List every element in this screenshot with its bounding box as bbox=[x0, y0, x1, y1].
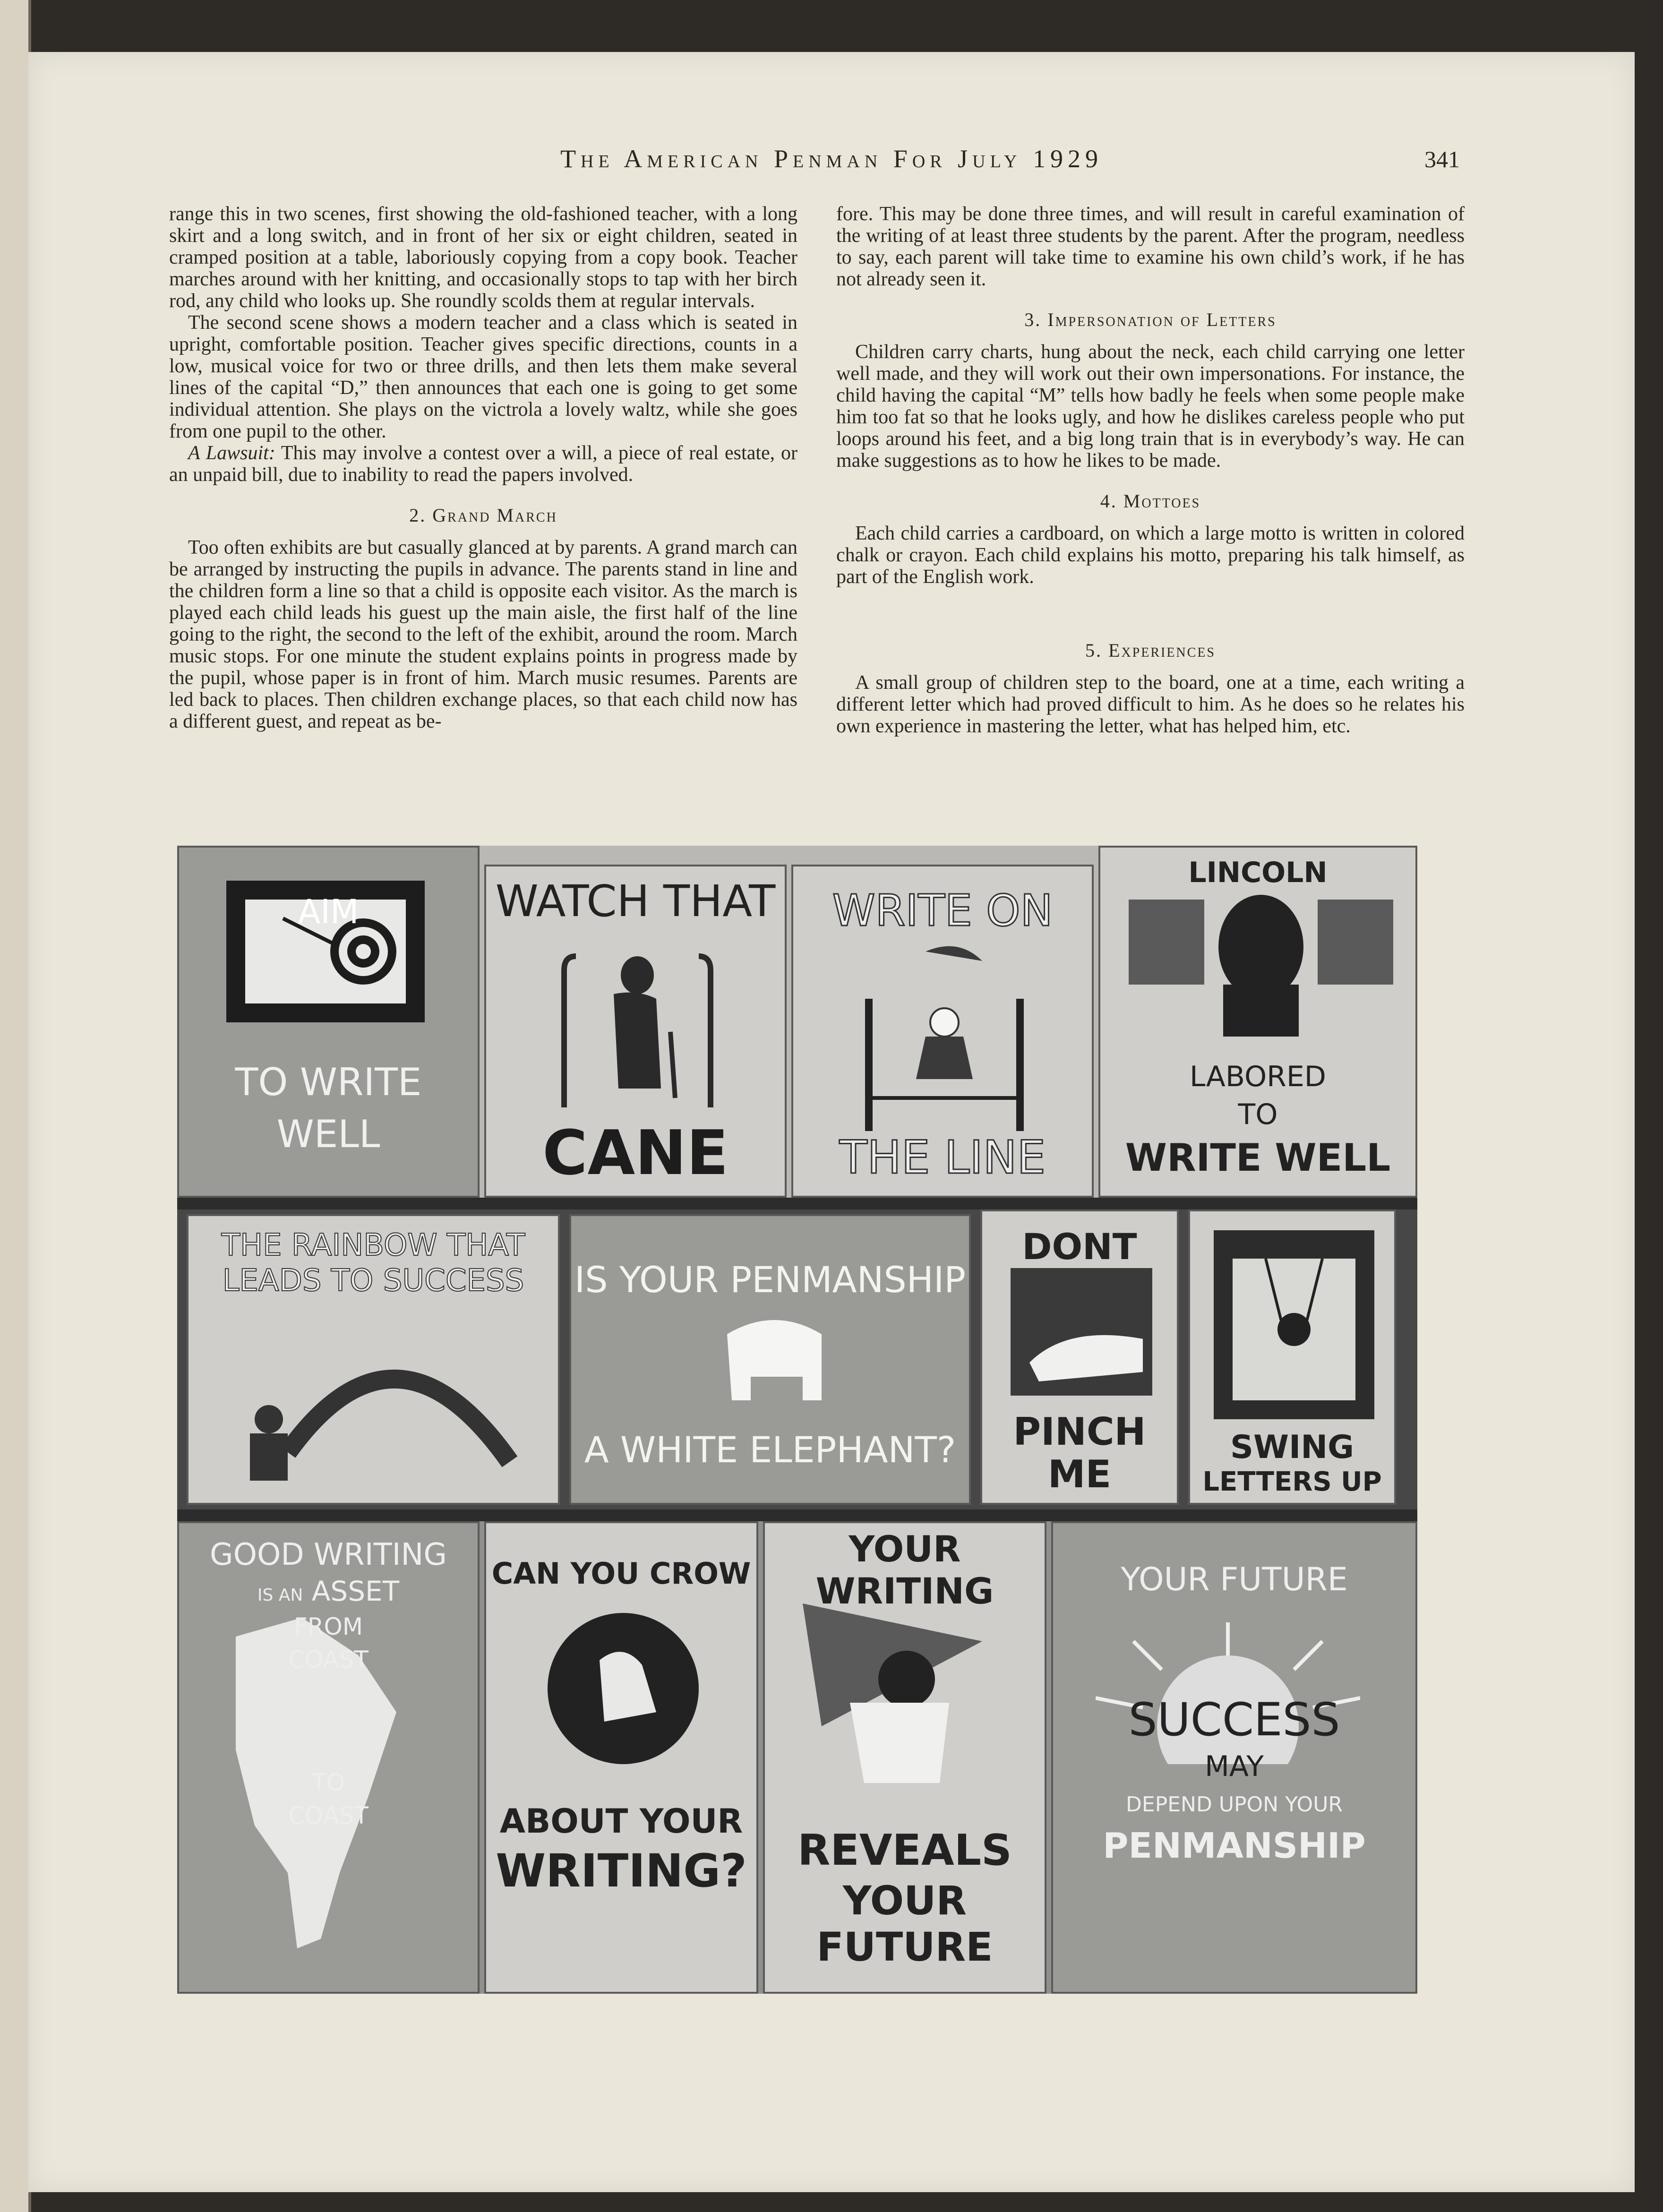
paragraph: range this in two scenes, first showing the old-fashioned teacher, with a long skirt and a long switch, and in front of her six or eight children, seated in cramped position at a table, laboriously copying from a copy book. Teacher marches around with her knitting, and occasionally stops to tap with her birch rod, any child who looks up. She roundly scolds them at regular intervals. bbox=[169, 203, 797, 312]
poster-pinch-title: DONT bbox=[1022, 1226, 1137, 1268]
poster-reveals-title: YOUR WRITING bbox=[815, 1528, 994, 1612]
poster-swing-line1: SWING bbox=[1230, 1429, 1354, 1466]
lincoln-flags-icon bbox=[1129, 890, 1393, 1041]
poster-rainbow-line2: LEADS TO SUCCESS bbox=[222, 1263, 524, 1298]
elephant-icon bbox=[713, 1306, 836, 1415]
poster-rainbow-line1: THE RAINBOW THAT bbox=[221, 1228, 525, 1263]
poster-lincoln bbox=[1098, 846, 1417, 1198]
poster-row-1 bbox=[177, 846, 1417, 1198]
poster-line-word: THE LINE bbox=[839, 1131, 1046, 1184]
poster-pinch-line2: ME bbox=[1047, 1452, 1112, 1496]
poster-aim-title: AIM bbox=[298, 892, 359, 931]
right-column bbox=[836, 203, 1465, 737]
poster-cane bbox=[484, 865, 787, 1198]
girl-umbrella-icon bbox=[850, 942, 1039, 1131]
section-heading: 2. Grand March bbox=[409, 505, 557, 526]
poster-swing bbox=[1188, 1209, 1396, 1505]
poster-asset-isan-text: IS AN bbox=[257, 1586, 303, 1605]
poster-future-success: SUCCESS bbox=[1128, 1693, 1340, 1746]
poster-future-title: YOUR FUTURE bbox=[1121, 1561, 1348, 1598]
paragraph: Children carry charts, hung about the neck, each child carrying one letter well made, and they will work out their own impersonations. For instance, the child having the capital “M” tells how badly he feels when some people make him too fat so that he looks ugly, and how he dislikes careless people who put loops around his feet, and a big long train that is in everybody’s way. He can make suggestions as to how he likes to be made. bbox=[836, 341, 1465, 472]
paragraph: The second scene shows a modern teacher and a class which is seated in upright, comfortable position. Teacher gives specific directions, counts in a low, musical voice for two or three drills, and then lets them make several lines of the capital “D,” then announces that each one is going to get some individual attention. She plays on the victrola a lovely waltz, while she goes from one pupil to the other. bbox=[169, 312, 797, 442]
poster-swing-line2: LETTERS UP bbox=[1202, 1466, 1382, 1497]
poster-lincoln-line2: TO bbox=[1238, 1098, 1278, 1131]
poster-aim-line1: TO WRITE bbox=[235, 1060, 422, 1104]
poster-future-may: MAY bbox=[1205, 1750, 1264, 1783]
poster-reveals bbox=[763, 1521, 1046, 1994]
poster-line-title: WRITE ON bbox=[832, 885, 1053, 936]
rooster-icon bbox=[543, 1608, 703, 1769]
paragraph: Too often exhibits are but casually glanced at by parents. A grand march can be arranged by instructing the pupils in advance. The parents stand in line and the children form a line so that a child is opposite each visitor. As the march is played each child leads his guest up the main aisle, the first half of the line going to the right, the second to the left of the exhibit, around the room. March music stops. For one minute the student explains points in progress made by the pupil, whose paper is in front of him. March music resumes. Parents are led back to places. Then children exchange places, so that each child now has a different guest, and repeat as be- bbox=[169, 537, 797, 732]
poster-asset-line4: COAST bbox=[288, 1646, 369, 1673]
poster-future-penmanship: PENMANSHIP bbox=[1103, 1826, 1366, 1866]
poster-crow bbox=[484, 1521, 758, 1994]
poster-asset-line5: TO bbox=[312, 1769, 345, 1796]
left-column bbox=[169, 203, 797, 732]
paragraph bbox=[169, 442, 797, 486]
poster-crow-title: CAN YOU CROW bbox=[491, 1556, 751, 1591]
poster-asset bbox=[177, 1521, 480, 1994]
section-heading: 3. Impersonation of Letters bbox=[1024, 309, 1277, 330]
poster-pinch-line1: PINCH bbox=[1013, 1410, 1146, 1454]
poster-crow-line1: ABOUT YOUR bbox=[499, 1802, 743, 1841]
page-number: 341 bbox=[1424, 146, 1460, 172]
poster-aim bbox=[177, 846, 480, 1198]
poster-aim-line2: WELL bbox=[276, 1112, 380, 1156]
poster-photograph bbox=[177, 846, 1417, 1994]
poster-asset-asset-text: ASSET bbox=[311, 1575, 400, 1607]
lawsuit-label: A Lawsuit: bbox=[188, 442, 275, 464]
poster-cane-title: WATCH THAT bbox=[495, 876, 776, 926]
poster-reveals-line1: REVEALS bbox=[797, 1826, 1012, 1875]
poster-pinch bbox=[980, 1209, 1179, 1505]
rainbow-writer-icon bbox=[217, 1311, 538, 1495]
poster-elephant bbox=[569, 1214, 971, 1505]
poster-future-depend: DEPEND UPON YOUR bbox=[1126, 1792, 1343, 1817]
swing-icon bbox=[1214, 1230, 1374, 1419]
poster-row-2 bbox=[177, 1209, 1417, 1509]
poster-rainbow bbox=[187, 1214, 560, 1505]
poster-lincoln-line3: WRITE WELL bbox=[1125, 1136, 1391, 1180]
poster-cane-word: CANE bbox=[542, 1117, 729, 1189]
poster-asset-line1: GOOD WRITING bbox=[209, 1537, 447, 1572]
poster-row-3 bbox=[177, 1521, 1417, 1994]
running-header: The American Penman For July 1929 bbox=[560, 145, 1103, 173]
paragraph: Each child carries a cardboard, on which a large motto is written in colored chalk or crayon. Each child explains his motto, preparing his talk himself, as part of the English work. bbox=[836, 523, 1465, 588]
poster-lincoln-banner: LINCOLN bbox=[1188, 856, 1328, 889]
section-heading: 4. Mottoes bbox=[1100, 490, 1201, 512]
paragraph: fore. This may be done three times, and will result in careful examination of the writing of at least three students by the parent. After the program, needless to say, each parent will take time to examine his own child’s work, if he has not already seen it. bbox=[836, 203, 1465, 290]
poster-future bbox=[1051, 1521, 1417, 1994]
paragraph: A small group of children step to the board, one at a time, each writing a different letter which had proved difficult to him. As he does so he relates his own experience in mastering the letter, what has helped him, etc. bbox=[836, 672, 1465, 737]
poster-asset-line6: COAST bbox=[288, 1802, 369, 1829]
poster-line bbox=[791, 865, 1094, 1198]
hand-ball-icon bbox=[793, 1585, 1020, 1811]
poster-asset-line3: FROM bbox=[294, 1613, 363, 1640]
poster-crow-line2: WRITING? bbox=[496, 1844, 747, 1897]
poster-elephant-question: A WHITE ELEPHANT? bbox=[584, 1429, 956, 1471]
old-man-icon bbox=[557, 947, 718, 1107]
poster-asset-isan bbox=[179, 1575, 478, 1607]
poster-reveals-line2: YOUR FUTURE bbox=[816, 1878, 993, 1970]
binding-edge bbox=[0, 0, 31, 2212]
poster-lincoln-line1: LABORED bbox=[1190, 1060, 1326, 1093]
hand-icon bbox=[1011, 1268, 1152, 1396]
poster-elephant-title: IS YOUR PENMANSHIP bbox=[574, 1259, 966, 1301]
section-heading: 5. Experiences bbox=[1085, 640, 1216, 661]
lawsuit-text: This may involve a contest over a will, a piece of real estate, or an unpaid bill, due to inability to read the papers involved. bbox=[169, 442, 797, 486]
